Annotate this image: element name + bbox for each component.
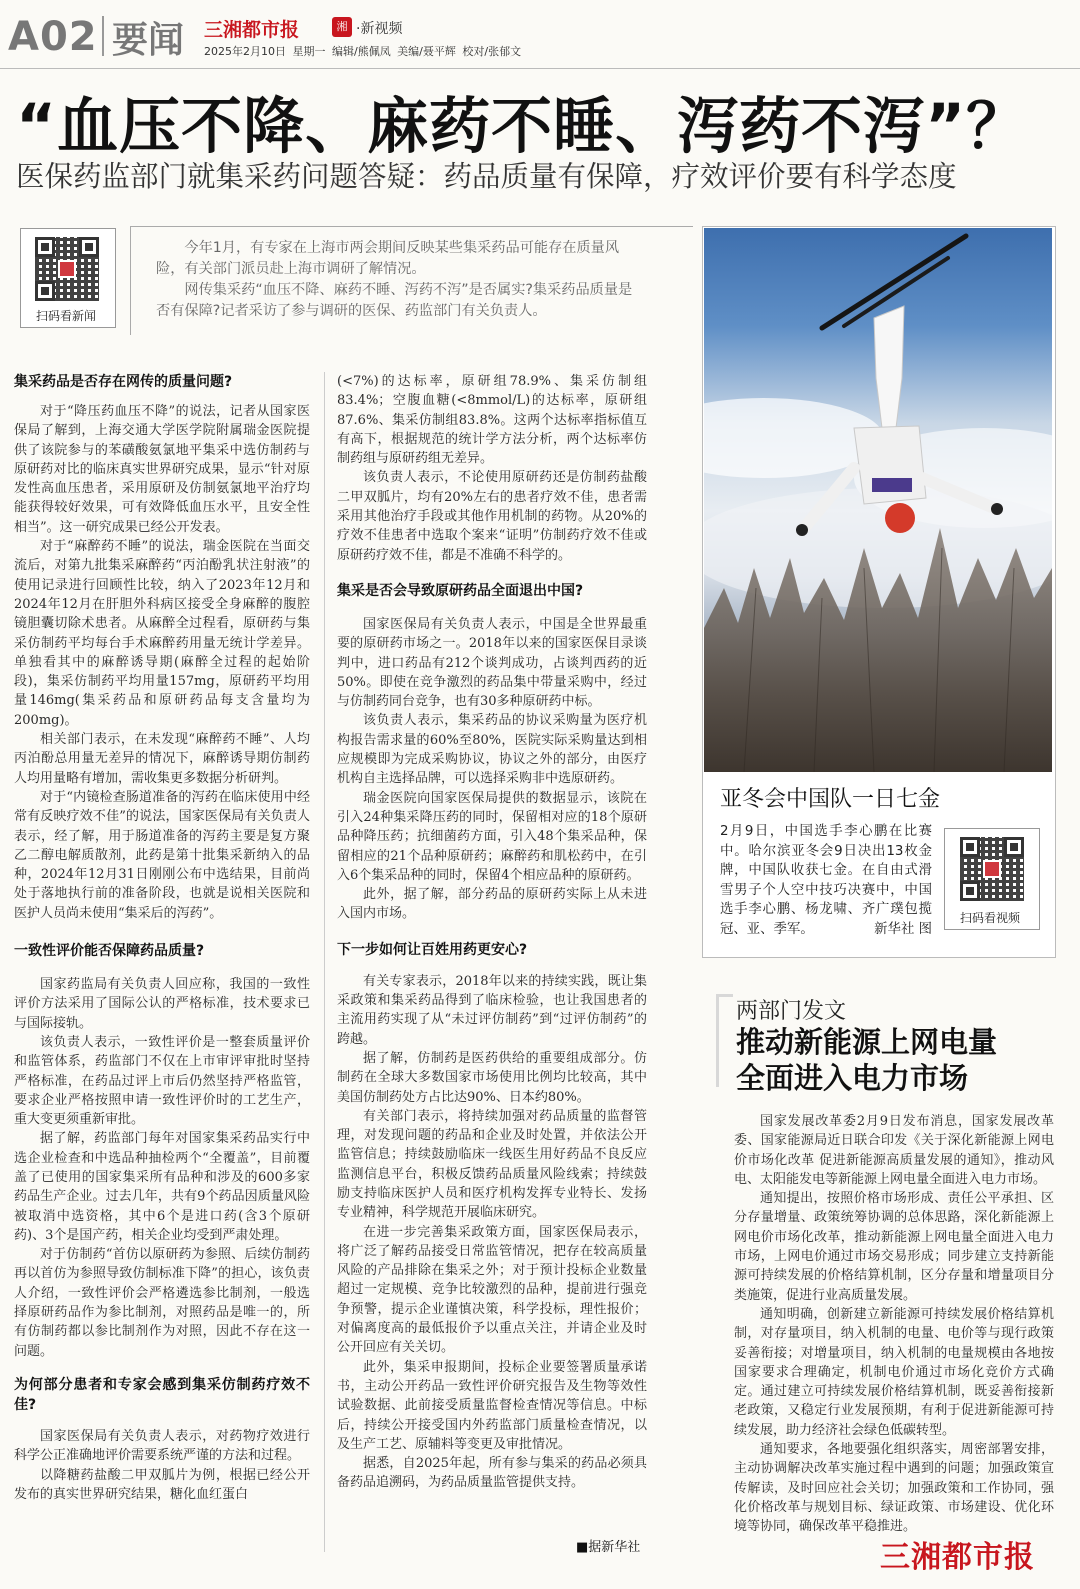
paragraph: 相关部门表示，在未发现“麻醉药不睡”、人均丙泊酚总用量无差异的情况下，麻醉诱导期仿制药人均用量略有增加，需收集更多数据分析研判。 bbox=[14, 732, 310, 786]
lead-paragraph bbox=[156, 238, 640, 322]
paragraph: 此外，集采申报期间，投标企业要签署质量承诺书，主动公开药品一致性评价研究报告及生物等效性试验数据、此前接受质量监督检查情况等信息。中标后，持续公开接受国内外药监部门质量检查情况，以及生产工艺、原辅料等变更及审批情况。 bbox=[337, 1359, 647, 1452]
photo-caption-title: 亚冬会中国队一日七金 bbox=[720, 787, 941, 812]
paragraph: 以降糖药盐酸二甲双胍片为例，根据已经公开发布的真实世界研究结果，糖化血红蛋白 bbox=[14, 1467, 310, 1502]
section-heading: 一致性评价能否保障药品质量? bbox=[14, 943, 205, 960]
paragraph: 此外，据了解，部分药品的原研药实际上从未进入国内市场。 bbox=[337, 887, 647, 922]
paragraph: 对于“降压药血压不降”的说法，记者从国家医保局了解到，上海交通大学医学院附属瑞金医院提供了该院参与的苯磺酸氨氯地平集采中选仿制药与原研药对比的临床真实世界研究成果，显示“针对原发性高血压患者，采用原研及仿制氨氯地平治疗均能获得较好效果，可有效降低血压水平，且安全性相当”。这一研究成果已经公开发表。 bbox=[14, 404, 310, 535]
qr-label: 扫码看视频 bbox=[960, 911, 1021, 925]
headline: “血压不降、麻药不睡、泻药不泻”？ bbox=[16, 91, 1029, 162]
section-heading: 为何部分患者和专家会感到集采仿制药疗效不佳? bbox=[14, 1376, 310, 1413]
photo-credit: 新华社 图 bbox=[874, 921, 932, 937]
qr-label: 扫码看新闻 bbox=[36, 309, 97, 323]
news-qr-code[interactable] bbox=[20, 228, 116, 328]
paragraph: 在进一步完善集采政策方面，国家医保局表示，将广泛了解药品接受日常监管情况，把存在较高质量风险的产品排除在集采之外；对于预计投标企业数量超过一定规模、竞争比较激烈的品种，提前进行强竞争预警，提示企业谨慎决策，科学投标，理性报价；对偏离度高的最低报价予以重点关注，并请企业及时公开回应有关关切。 bbox=[337, 1224, 647, 1356]
paragraph: 国家发展改革委2月9日发布消息，国家发展改革委、国家能源局近日联合印发《关于深化新能源上网电价市场化改革 促进新能源高质量发展的通知》，推动风电、太阳能发电等新能源上网电量全面进入电力市场。 bbox=[734, 1114, 1054, 1187]
issue-meta: 2025年2月10日 星期一 编辑/熊佩凤 美编/聂平辉 校对/张郁文 bbox=[204, 45, 522, 58]
paragraph: 据了解，仿制药是医药供给的重要组成部分。仿制药在全球大多数国家市场使用比例均比较高，其中美国仿制药处方占比达90%、日本约80%。 bbox=[337, 1050, 647, 1105]
paragraph: 据悉，自2025年起，所有参与集采的药品必须具备药品追溯码，为药品质量监管提供支持。 bbox=[337, 1456, 647, 1491]
article-column-3 bbox=[734, 1112, 1054, 1537]
paragraph: 据了解，药监部门每年对国家集采药品实行中选企业检查和中选品种抽检两个“全覆盖”，目前覆盖了已使用的国家集采所有品种和涉及的600多家药品生产企业。过去几年，共有9个药品因质量风险被取消中选资格，其中6个是进口药(含3个原研药)、3个是国产药，相关企业均受到严肃处理。 bbox=[14, 1131, 310, 1243]
paragraph: 该负责人表示，一致性评价是一整套质量评价和监管体系，药监部门不仅在上市审评审批时坚持严格标准，在药品过评上市后仍然坚持严格监管，要求企业严格按照申请一致性评价时的工艺生产，重大变更须重新审批。 bbox=[14, 1034, 310, 1128]
column-divider bbox=[324, 372, 325, 1552]
subheadline: 医保药监部门就集采药问题答疑：药品质量有保障，疗效评价要有科学态度 bbox=[16, 160, 957, 193]
sub-brand: ·新视频 bbox=[356, 21, 403, 37]
qr-code-icon bbox=[35, 237, 99, 301]
paragraph: 国家医保局有关负责人表示，中国是全世界最重要的原研药市场之一。2018年以来的国家医保目录谈判中，进口药品有212个谈判成功，占谈判西药的近50%。即使在竞争激烈的药品集中带量采购中，经过与仿制药同台竞争，也有30多种原研药中标。 bbox=[337, 616, 647, 710]
paragraph: 通知明确，创新建立新能源可持续发展价格结算机制，对存量项目，纳入机制的电量、电价等与现行政策妥善衔接；对增量项目，纳入机制的电量规模由各地按国家要求合理确定，机制电价通过市场化竞价方式确定。通过建立可持续发展价格结算机制，既妥善衔接新老政策，又稳定行业发展预期，有利于促进新能源可持续发展，助力经济社会绿色低碳转型。 bbox=[734, 1306, 1054, 1438]
photo-caption-text: 2月9日，中国选手李心鹏在比赛中。哈尔滨亚冬会9日决出13枚金牌，中国队收获七金。在自由式滑雪男子个人空中技巧决赛中，中国选手李心鹏、杨龙啸、齐广璞包揽冠、亚、季军。 bbox=[720, 824, 932, 937]
article-credit: ■据新华社 bbox=[576, 1540, 641, 1555]
paragraph: 对于“内镜检查肠道准备的泻药在临床使用中经常有反映疗效不佳”的说法，国家医保局有关负责人表示，经了解，用于肠道准备的泻药主要是复方聚乙二醇电解质散剂，此药是第十批集采新纳入的品种，2024年12月31日刚刚公布中选结果，目前尚处于落地执行前的准备阶段，也就是说相关医院和医护人员尚未使用“集采后的泻药”。 bbox=[14, 789, 310, 921]
masthead-divider bbox=[102, 16, 104, 56]
lead-text: 网传集采药“血压不降、麻药不睡、泻药不泻”是否属实?集采药品质量是否有保障?记者采访了参与调研的医保、药监部门有关负责人。 bbox=[156, 282, 633, 319]
story-bracket bbox=[716, 994, 733, 1087]
section-heading: 下一步如何让百姓用药更安心? bbox=[337, 941, 528, 958]
aerial-skier-illustration bbox=[704, 228, 1052, 772]
masthead-rule bbox=[0, 68, 1080, 69]
paragraph: 通知要求，各地要强化组织落实，周密部署安排，主动协调解决改革实施过程中遇到的问题；加强政策宣传解读，及时回应社会关切；加强政策和工作协同，强化价格改革与规划目标、绿证政策、市场建设、优化环境等协同，确保改革平稳推进。 bbox=[734, 1442, 1054, 1535]
paragraph: (<7%)的达标率，原研组78.9%、集采仿制组83.4%；空腹血糖(<8mmol/L)的达标率，原研组87.6%、集采仿制组83.8%。这两个达标率指标值互有高下，根据规范的统计学方法分析，两个达标率仿制药组与原研药组无差异。 bbox=[337, 374, 647, 467]
paragraph: 有关部门表示，将持续加强对药品质量的监督管理，对发现问题的药品和企业及时处置，并依法公开监管信息；持续鼓励临床一线医生用好药品不良反应监测信息平台，积极反馈药品质量风险线索；持续鼓励支持临床医护人员和医疗机构发挥专业特长、发扬专业精神，科学规范开展临床研究。 bbox=[337, 1108, 647, 1221]
paragraph: 对于“麻醉药不睡”的说法，瑞金医院在当面交流后，对第九批集采麻醉药“丙泊酚乳状注射液”的使用记录进行回顾性比较，纳入了2023年12月和2024年12月在肝胆外科病区接受全身麻醉的腹腔镜胆囊切除术患者。从麻醉全过程看，原研药与集采仿制药平均每台手术麻醉药用量无统计学差异。单独看其中的麻醉诱导期(麻醉全过程的起始阶段)，集采仿制药平均用量157mg，原研药平均用量146mg(集采药品和原研药品每支含量均为200mg)。 bbox=[14, 539, 310, 728]
article-column-2 bbox=[337, 372, 647, 1493]
paragraph: 瑞金医院向国家医保局提供的数据显示，该院在引入24种集采降压药的同时，保留相对应的18个原研品种降压药；抗细菌药方面，引入48个集采品种，保留相应的21个品种原研药；麻醉药和肌松药中，在引入6个集采品种的同时，保留4个相应品种的原研药。 bbox=[337, 790, 647, 883]
page-number: A02 bbox=[8, 14, 98, 60]
footer-brand-logo: 三湘都市报 bbox=[880, 1540, 1035, 1575]
article-column-1 bbox=[14, 372, 310, 1504]
section-name: 要闻 bbox=[112, 20, 185, 61]
brand-logo-icon: 湘 bbox=[332, 17, 352, 37]
story-title-line: 全面进入电力市场 bbox=[736, 1061, 969, 1095]
story-title-line: 推动新能源上网电量 bbox=[736, 1025, 998, 1059]
section-heading: 集采药品是否存在网传的质量问题? bbox=[14, 374, 233, 390]
video-qr-code[interactable] bbox=[944, 828, 1040, 930]
photo-caption bbox=[720, 822, 932, 939]
lead-text: 今年1月，有专家在上海市两会期间反映某些集采药品可能存在质量风险，有关部门派员赴上海市调研了解情况。 bbox=[156, 240, 620, 277]
qr-code-icon bbox=[960, 837, 1024, 901]
paragraph: 有关专家表示，2018年以来的持续实践，既让集采政策和集采药品得到了临床检验，也让我国患者的主流用药实现了从“未过评仿制药”到“过评仿制药”的跨越。 bbox=[337, 973, 647, 1047]
newspaper-brand: 三湘都市报 bbox=[204, 19, 300, 41]
paragraph: 对于仿制药“首仿以原研药为参照、后续仿制药再以首仿为参照导致仿制标准下降”的担心，该负责人介绍，一致性评价会严格遴选参比制剂，一般选择原研药品作为参比制剂，对照药品是唯一的，所有仿制药都以参比制剂作为对照，因此不存在这一问题。 bbox=[14, 1247, 310, 1359]
paragraph: 国家药监局有关负责人回应称，我国的一致性评价方法采用了国际公认的严格标准，技术要求已与国际接轨。 bbox=[14, 977, 310, 1031]
skier-photo[interactable] bbox=[704, 228, 1052, 772]
paragraph: 该负责人表示，不论使用原研药还是仿制药盐酸二甲双胍片，均有20%左右的患者疗效不佳，患者需采用其他治疗手段或其他作用机制的药物。从20%的疗效不佳患者中选取个案来“证明”仿制药疗效不佳或原研药疗效不佳，都是不准确不科学的。 bbox=[337, 470, 647, 563]
paragraph: 国家医保局有关负责人表示，对药物疗效进行科学公正准确地评价需要系统严谨的方法和过程。 bbox=[14, 1428, 310, 1464]
paragraph: 通知提出，按照价格市场形成、责任公平承担、区分存量增量、政策统筹协调的总体思路，深化新能源上网电价市场化改革，推动新能源上网电量全面进入电力市场，上网电价通过市场交易形成；同步建立支持新能源可持续发展的价格结算机制，区分存量和增量项目分类施策，促进行业高质量发展。 bbox=[734, 1191, 1054, 1303]
paragraph: 该负责人表示，集采药品的协议采购量为医疗机构报告需求量的60%至80%，医院实际采购量达到相应规模即为完成采购协议，协议之外的部分，由医疗机构自主选择品牌，可以选择采购非中选原研药。 bbox=[337, 713, 647, 787]
story-title bbox=[736, 1024, 997, 1096]
story-kicker: 两部门发文 bbox=[736, 999, 847, 1024]
section-heading: 集采是否会导致原研药品全面退出中国? bbox=[337, 582, 584, 599]
